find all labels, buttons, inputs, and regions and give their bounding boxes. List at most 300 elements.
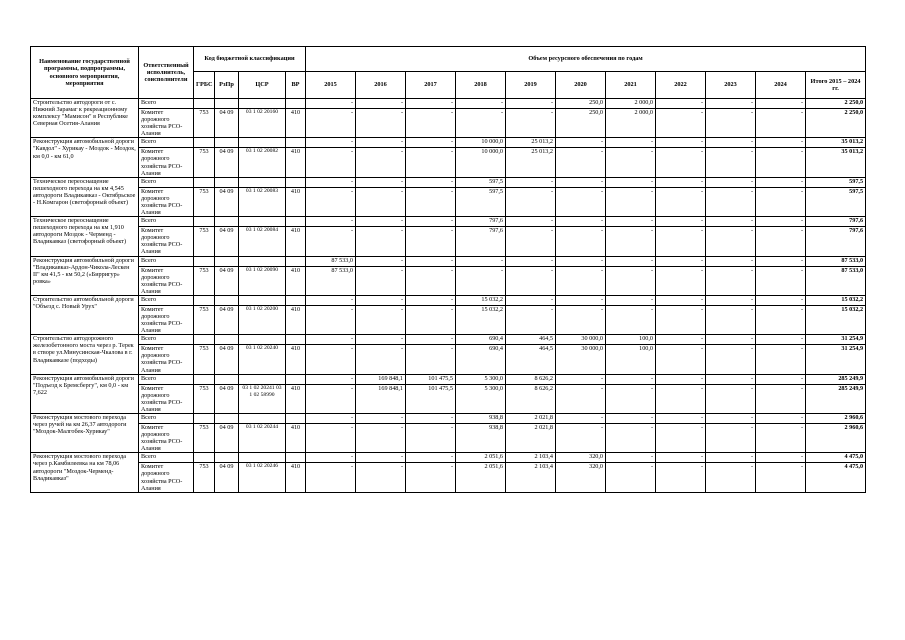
value-cell: 8 626,2 <box>506 374 556 384</box>
table-row <box>31 384 866 413</box>
value-cell: 10 000,0 <box>456 148 506 177</box>
rzpr-cell: 04 09 <box>215 463 239 492</box>
value-cell: - <box>356 463 406 492</box>
value-cell: - <box>706 335 756 345</box>
value-cell: - <box>756 305 806 334</box>
value-cell: - <box>706 217 756 227</box>
value-cell: - <box>556 374 606 384</box>
header-year-2019: 2019 <box>506 72 556 99</box>
value-cell: - <box>606 266 656 295</box>
row-total-cell: 31 254,9 <box>806 335 866 345</box>
value-cell: 30 000,0 <box>556 335 606 345</box>
table-row <box>31 453 866 463</box>
empty-code-cell <box>215 295 239 305</box>
empty-code-cell <box>194 335 215 345</box>
value-cell: - <box>506 99 556 109</box>
value-cell: - <box>656 148 706 177</box>
rzpr-cell: 04 09 <box>215 266 239 295</box>
value-cell: - <box>406 148 456 177</box>
row-total-cell: 31 254,9 <box>806 345 866 374</box>
csr-cell: 03 1 02 20246 <box>239 463 286 492</box>
value-cell: - <box>406 187 456 216</box>
value-cell: 597,5 <box>456 177 506 187</box>
header-year-2017: 2017 <box>406 72 456 99</box>
value-cell: - <box>656 266 706 295</box>
empty-code-cell <box>286 138 306 148</box>
vr-cell: 410 <box>286 463 306 492</box>
row-name: Реконструкция автомобильной дороги "Кавдол" - Хурикау - Моздок - Моздок, км 0,0 - км 61,0 <box>31 138 139 177</box>
row-total-cell: 797,6 <box>806 217 866 227</box>
vr-cell: 410 <box>286 305 306 334</box>
header-code-2: ЦСР <box>239 72 286 99</box>
value-cell: - <box>706 256 756 266</box>
row-total-cell: 4 475,0 <box>806 453 866 463</box>
vr-cell: 410 <box>286 266 306 295</box>
value-cell: 2 051,6 <box>456 463 506 492</box>
grbs-cell: 753 <box>194 266 215 295</box>
value-cell: 15 032,2 <box>456 305 506 334</box>
value-cell: - <box>306 345 356 374</box>
csr-cell: 03 1 02 20200 <box>239 305 286 334</box>
header-year-2018: 2018 <box>456 72 506 99</box>
header-responsible: Ответственный исполнитель, соисполнители <box>139 47 194 99</box>
row-resp-total: Всего <box>139 335 194 345</box>
value-cell: - <box>356 109 406 138</box>
value-cell: - <box>706 148 756 177</box>
rzpr-cell: 04 09 <box>215 187 239 216</box>
value-cell: - <box>706 138 756 148</box>
value-cell: 169 848,1 <box>356 374 406 384</box>
table-row <box>31 335 866 345</box>
value-cell: - <box>756 414 806 424</box>
budget-table-sheet <box>30 46 865 493</box>
row-resp: Комитет дорожного хозяйства РСО-Алания <box>139 424 194 453</box>
value-cell: - <box>656 109 706 138</box>
value-cell: - <box>756 177 806 187</box>
value-cell: 797,6 <box>456 217 506 227</box>
csr-cell: 03 1 02 20083 <box>239 187 286 216</box>
empty-code-cell <box>239 256 286 266</box>
value-cell: - <box>406 177 456 187</box>
empty-code-cell <box>239 374 286 384</box>
value-cell: - <box>656 424 706 453</box>
value-cell: - <box>656 256 706 266</box>
value-cell: - <box>606 227 656 256</box>
empty-code-cell <box>194 99 215 109</box>
empty-code-cell <box>286 414 306 424</box>
row-total-cell: 2 250,0 <box>806 99 866 109</box>
grbs-cell: 753 <box>194 109 215 138</box>
header-code-3: ВР <box>286 72 306 99</box>
value-cell: 101 475,5 <box>406 374 456 384</box>
table-row <box>31 374 866 384</box>
grbs-cell: 753 <box>194 148 215 177</box>
value-cell: - <box>556 305 606 334</box>
empty-code-cell <box>239 295 286 305</box>
rzpr-cell: 04 09 <box>215 384 239 413</box>
value-cell: - <box>306 414 356 424</box>
rzpr-cell: 04 09 <box>215 345 239 374</box>
row-resp-total: Всего <box>139 414 194 424</box>
header-year-2015: 2015 <box>306 72 356 99</box>
value-cell: - <box>506 295 556 305</box>
value-cell: 5 300,0 <box>456 374 506 384</box>
value-cell: - <box>556 384 606 413</box>
value-cell: - <box>656 227 706 256</box>
row-total-cell: 35 013,2 <box>806 138 866 148</box>
value-cell: - <box>606 256 656 266</box>
empty-code-cell <box>286 453 306 463</box>
table-row <box>31 187 866 216</box>
value-cell: - <box>356 335 406 345</box>
value-cell: - <box>606 414 656 424</box>
value-cell: - <box>556 424 606 453</box>
value-cell: - <box>356 217 406 227</box>
value-cell: - <box>306 463 356 492</box>
vr-cell: 410 <box>286 384 306 413</box>
empty-code-cell <box>215 177 239 187</box>
value-cell: 690,4 <box>456 345 506 374</box>
table-body <box>31 99 866 493</box>
value-cell: 464,5 <box>506 335 556 345</box>
value-cell: 320,0 <box>556 453 606 463</box>
value-cell: 250,0 <box>556 99 606 109</box>
value-cell: 30 000,0 <box>556 345 606 374</box>
value-cell: - <box>356 345 406 374</box>
table-row <box>31 217 866 227</box>
header-code-0: ГРБС <box>194 72 215 99</box>
value-cell: - <box>306 424 356 453</box>
value-cell: - <box>656 177 706 187</box>
empty-code-cell <box>215 138 239 148</box>
table-row <box>31 345 866 374</box>
empty-code-cell <box>194 217 215 227</box>
value-cell: 87 533,0 <box>306 256 356 266</box>
value-cell: - <box>656 374 706 384</box>
table-row <box>31 99 866 109</box>
value-cell: - <box>306 217 356 227</box>
row-resp-total: Всего <box>139 217 194 227</box>
row-total-cell: 285 249,9 <box>806 384 866 413</box>
value-cell: - <box>406 266 456 295</box>
value-cell: - <box>356 138 406 148</box>
value-cell: 100,0 <box>606 335 656 345</box>
value-cell: - <box>706 109 756 138</box>
value-cell: 169 848,1 <box>356 384 406 413</box>
empty-code-cell <box>194 453 215 463</box>
value-cell: - <box>756 99 806 109</box>
value-cell: - <box>656 99 706 109</box>
row-resp-total: Всего <box>139 374 194 384</box>
value-cell: - <box>356 295 406 305</box>
value-cell: - <box>606 453 656 463</box>
header-code-1: РзПр <box>215 72 239 99</box>
empty-code-cell <box>194 138 215 148</box>
table-header <box>31 47 866 99</box>
value-cell: - <box>356 187 406 216</box>
row-total-cell: 2 250,0 <box>806 109 866 138</box>
header-year-2021: 2021 <box>606 72 656 99</box>
value-cell: - <box>706 463 756 492</box>
row-total-cell: 797,6 <box>806 227 866 256</box>
value-cell: - <box>656 335 706 345</box>
value-cell: - <box>406 414 456 424</box>
vr-cell: 410 <box>286 227 306 256</box>
value-cell: - <box>406 305 456 334</box>
value-cell: - <box>756 345 806 374</box>
value-cell: - <box>656 453 706 463</box>
value-cell: - <box>306 148 356 177</box>
table-row <box>31 109 866 138</box>
value-cell: - <box>556 256 606 266</box>
value-cell: - <box>756 335 806 345</box>
value-cell: - <box>706 305 756 334</box>
header-year-2016: 2016 <box>356 72 406 99</box>
value-cell: 938,8 <box>456 414 506 424</box>
value-cell: - <box>356 453 406 463</box>
header-year-2020: 2020 <box>556 72 606 99</box>
row-total-cell: 87 533,0 <box>806 256 866 266</box>
value-cell: - <box>406 453 456 463</box>
value-cell: - <box>606 148 656 177</box>
value-cell: - <box>756 374 806 384</box>
row-resp: Комитет дорожного хозяйства РСО-Алания <box>139 463 194 492</box>
value-cell: - <box>356 424 406 453</box>
header-years-group: Объем ресурсного обеспечения по годам <box>306 47 866 72</box>
vr-cell: 410 <box>286 148 306 177</box>
table-row <box>31 414 866 424</box>
value-cell: - <box>406 227 456 256</box>
value-cell: - <box>706 266 756 295</box>
value-cell: - <box>656 187 706 216</box>
value-cell: - <box>356 414 406 424</box>
row-total-cell: 2 960,6 <box>806 414 866 424</box>
value-cell: - <box>306 99 356 109</box>
value-cell: - <box>756 148 806 177</box>
value-cell: - <box>356 148 406 177</box>
value-cell: - <box>406 345 456 374</box>
empty-code-cell <box>286 295 306 305</box>
row-total-cell: 4 475,0 <box>806 463 866 492</box>
value-cell: - <box>606 463 656 492</box>
value-cell: - <box>406 138 456 148</box>
value-cell: 2 103,4 <box>506 453 556 463</box>
rzpr-cell: 04 09 <box>215 305 239 334</box>
value-cell: - <box>456 266 506 295</box>
value-cell: - <box>306 453 356 463</box>
value-cell: - <box>706 99 756 109</box>
value-cell: - <box>656 345 706 374</box>
grbs-cell: 753 <box>194 345 215 374</box>
value-cell: - <box>756 424 806 453</box>
table-row <box>31 266 866 295</box>
value-cell: - <box>406 99 456 109</box>
value-cell: - <box>756 384 806 413</box>
empty-code-cell <box>194 374 215 384</box>
value-cell: - <box>406 256 456 266</box>
grbs-cell: 753 <box>194 305 215 334</box>
grbs-cell: 753 <box>194 384 215 413</box>
empty-code-cell <box>215 217 239 227</box>
value-cell: - <box>306 305 356 334</box>
value-cell: 15 032,2 <box>456 295 506 305</box>
empty-code-cell <box>239 99 286 109</box>
value-cell: - <box>556 414 606 424</box>
value-cell: - <box>406 463 456 492</box>
value-cell: - <box>706 453 756 463</box>
value-cell: - <box>556 266 606 295</box>
value-cell: 8 626,2 <box>506 384 556 413</box>
row-total-cell: 597,5 <box>806 177 866 187</box>
value-cell: - <box>506 187 556 216</box>
row-resp: Комитет дорожного хозяйства РСО-Алания <box>139 148 194 177</box>
value-cell: 25 013,2 <box>506 138 556 148</box>
empty-code-cell <box>239 177 286 187</box>
grbs-cell: 753 <box>194 463 215 492</box>
value-cell: - <box>756 138 806 148</box>
table-row <box>31 424 866 453</box>
row-resp: Комитет дорожного хозяйства РСО-Алания <box>139 305 194 334</box>
value-cell: 87 533,0 <box>306 266 356 295</box>
value-cell: - <box>656 463 706 492</box>
header-year-2022: 2022 <box>656 72 706 99</box>
value-cell: - <box>356 99 406 109</box>
empty-code-cell <box>239 335 286 345</box>
header-budget-group: Код бюджетной классификации <box>194 47 306 72</box>
grbs-cell: 753 <box>194 227 215 256</box>
value-cell: - <box>356 256 406 266</box>
value-cell: - <box>306 374 356 384</box>
value-cell: - <box>656 305 706 334</box>
value-cell: - <box>706 177 756 187</box>
row-resp-total: Всего <box>139 453 194 463</box>
value-cell: - <box>606 187 656 216</box>
value-cell: - <box>756 453 806 463</box>
empty-code-cell <box>286 374 306 384</box>
row-resp: Комитет дорожного хозяйства РСО-Алания <box>139 266 194 295</box>
value-cell: - <box>456 99 506 109</box>
empty-code-cell <box>239 414 286 424</box>
value-cell: - <box>756 295 806 305</box>
csr-cell: 03 1 02 20244 <box>239 424 286 453</box>
row-resp: Комитет дорожного хозяйства РСО-Алания <box>139 384 194 413</box>
vr-cell: 410 <box>286 345 306 374</box>
table-row <box>31 463 866 492</box>
rzpr-cell: 04 09 <box>215 424 239 453</box>
row-resp-total: Всего <box>139 99 194 109</box>
value-cell: - <box>756 227 806 256</box>
value-cell: - <box>306 177 356 187</box>
value-cell: - <box>306 138 356 148</box>
row-total-cell: 2 960,6 <box>806 424 866 453</box>
value-cell: 2 000,0 <box>606 99 656 109</box>
value-cell: 5 300,0 <box>456 384 506 413</box>
value-cell: 797,6 <box>456 227 506 256</box>
value-cell: - <box>456 109 506 138</box>
value-cell: - <box>706 374 756 384</box>
empty-code-cell <box>194 256 215 266</box>
value-cell: - <box>556 187 606 216</box>
row-resp: Комитет дорожного хозяйства РСО-Алания <box>139 109 194 138</box>
value-cell: - <box>656 138 706 148</box>
value-cell: - <box>556 227 606 256</box>
row-total-cell: 35 013,2 <box>806 148 866 177</box>
vr-cell: 410 <box>286 187 306 216</box>
header-year-2023: 2023 <box>706 72 756 99</box>
row-resp-total: Всего <box>139 256 194 266</box>
value-cell: - <box>556 138 606 148</box>
value-cell: 2 000,0 <box>606 109 656 138</box>
value-cell: - <box>406 295 456 305</box>
value-cell: - <box>456 256 506 266</box>
table-row <box>31 177 866 187</box>
value-cell: - <box>706 227 756 256</box>
value-cell: - <box>606 217 656 227</box>
value-cell: - <box>656 295 706 305</box>
value-cell: - <box>756 266 806 295</box>
value-cell: - <box>606 177 656 187</box>
value-cell: - <box>756 256 806 266</box>
csr-cell: 03 1 02 20160 <box>239 109 286 138</box>
header-year-2024: 2024 <box>756 72 806 99</box>
value-cell: - <box>306 109 356 138</box>
value-cell: 690,4 <box>456 335 506 345</box>
grbs-cell: 753 <box>194 187 215 216</box>
value-cell: - <box>706 414 756 424</box>
row-resp-total: Всего <box>139 295 194 305</box>
value-cell: 2 103,4 <box>506 463 556 492</box>
value-cell: - <box>756 187 806 216</box>
value-cell: 2 021,8 <box>506 424 556 453</box>
table-row <box>31 305 866 334</box>
row-total-cell: 285 249,9 <box>806 374 866 384</box>
row-name: Реконструкция автомобильной дороги "Подъезд к Бремсбергу", км 0,0 - км 7,622 <box>31 374 139 413</box>
empty-code-cell <box>239 138 286 148</box>
table-row <box>31 148 866 177</box>
row-name: Реконструкция мостового перехода через ручей на км 26,37 автодороги "Моздок-Малгобек-Хурикау" <box>31 414 139 453</box>
header-name: Наименование государственной программы, подпрограммы, основного мероприятия, мероприятия <box>31 47 139 99</box>
empty-code-cell <box>286 335 306 345</box>
table-row <box>31 138 866 148</box>
value-cell: - <box>356 177 406 187</box>
row-total-cell: 597,5 <box>806 187 866 216</box>
row-name: Реконструкция автомобильной дороги "Владикавказ-Ардон-Чикола-Лескен II" км 41,5 - км 50,2 («Бирригур» ровка» <box>31 256 139 295</box>
value-cell: 100,0 <box>606 345 656 374</box>
empty-code-cell <box>286 99 306 109</box>
value-cell: - <box>756 109 806 138</box>
empty-code-cell <box>286 256 306 266</box>
value-cell: 2 051,6 <box>456 453 506 463</box>
value-cell: 25 013,2 <box>506 148 556 177</box>
value-cell: - <box>556 295 606 305</box>
row-name: Строительство автодорожного железобетонного моста через р. Терек в створе ул.Минусинская-Чкалова в г. Владикавказе (подходы) <box>31 335 139 374</box>
value-cell: - <box>706 384 756 413</box>
value-cell: - <box>606 305 656 334</box>
value-cell: 250,0 <box>556 109 606 138</box>
empty-code-cell <box>194 295 215 305</box>
value-cell: - <box>506 256 556 266</box>
empty-code-cell <box>215 256 239 266</box>
row-resp-total: Всего <box>139 138 194 148</box>
budget-table <box>30 46 866 493</box>
empty-code-cell <box>239 453 286 463</box>
empty-code-cell <box>215 374 239 384</box>
value-cell: 938,8 <box>456 424 506 453</box>
value-cell: - <box>556 148 606 177</box>
value-cell: - <box>506 266 556 295</box>
row-name: Строительство автомобильной дороги "Объезд с. Новый Урух" <box>31 295 139 334</box>
value-cell: - <box>606 374 656 384</box>
